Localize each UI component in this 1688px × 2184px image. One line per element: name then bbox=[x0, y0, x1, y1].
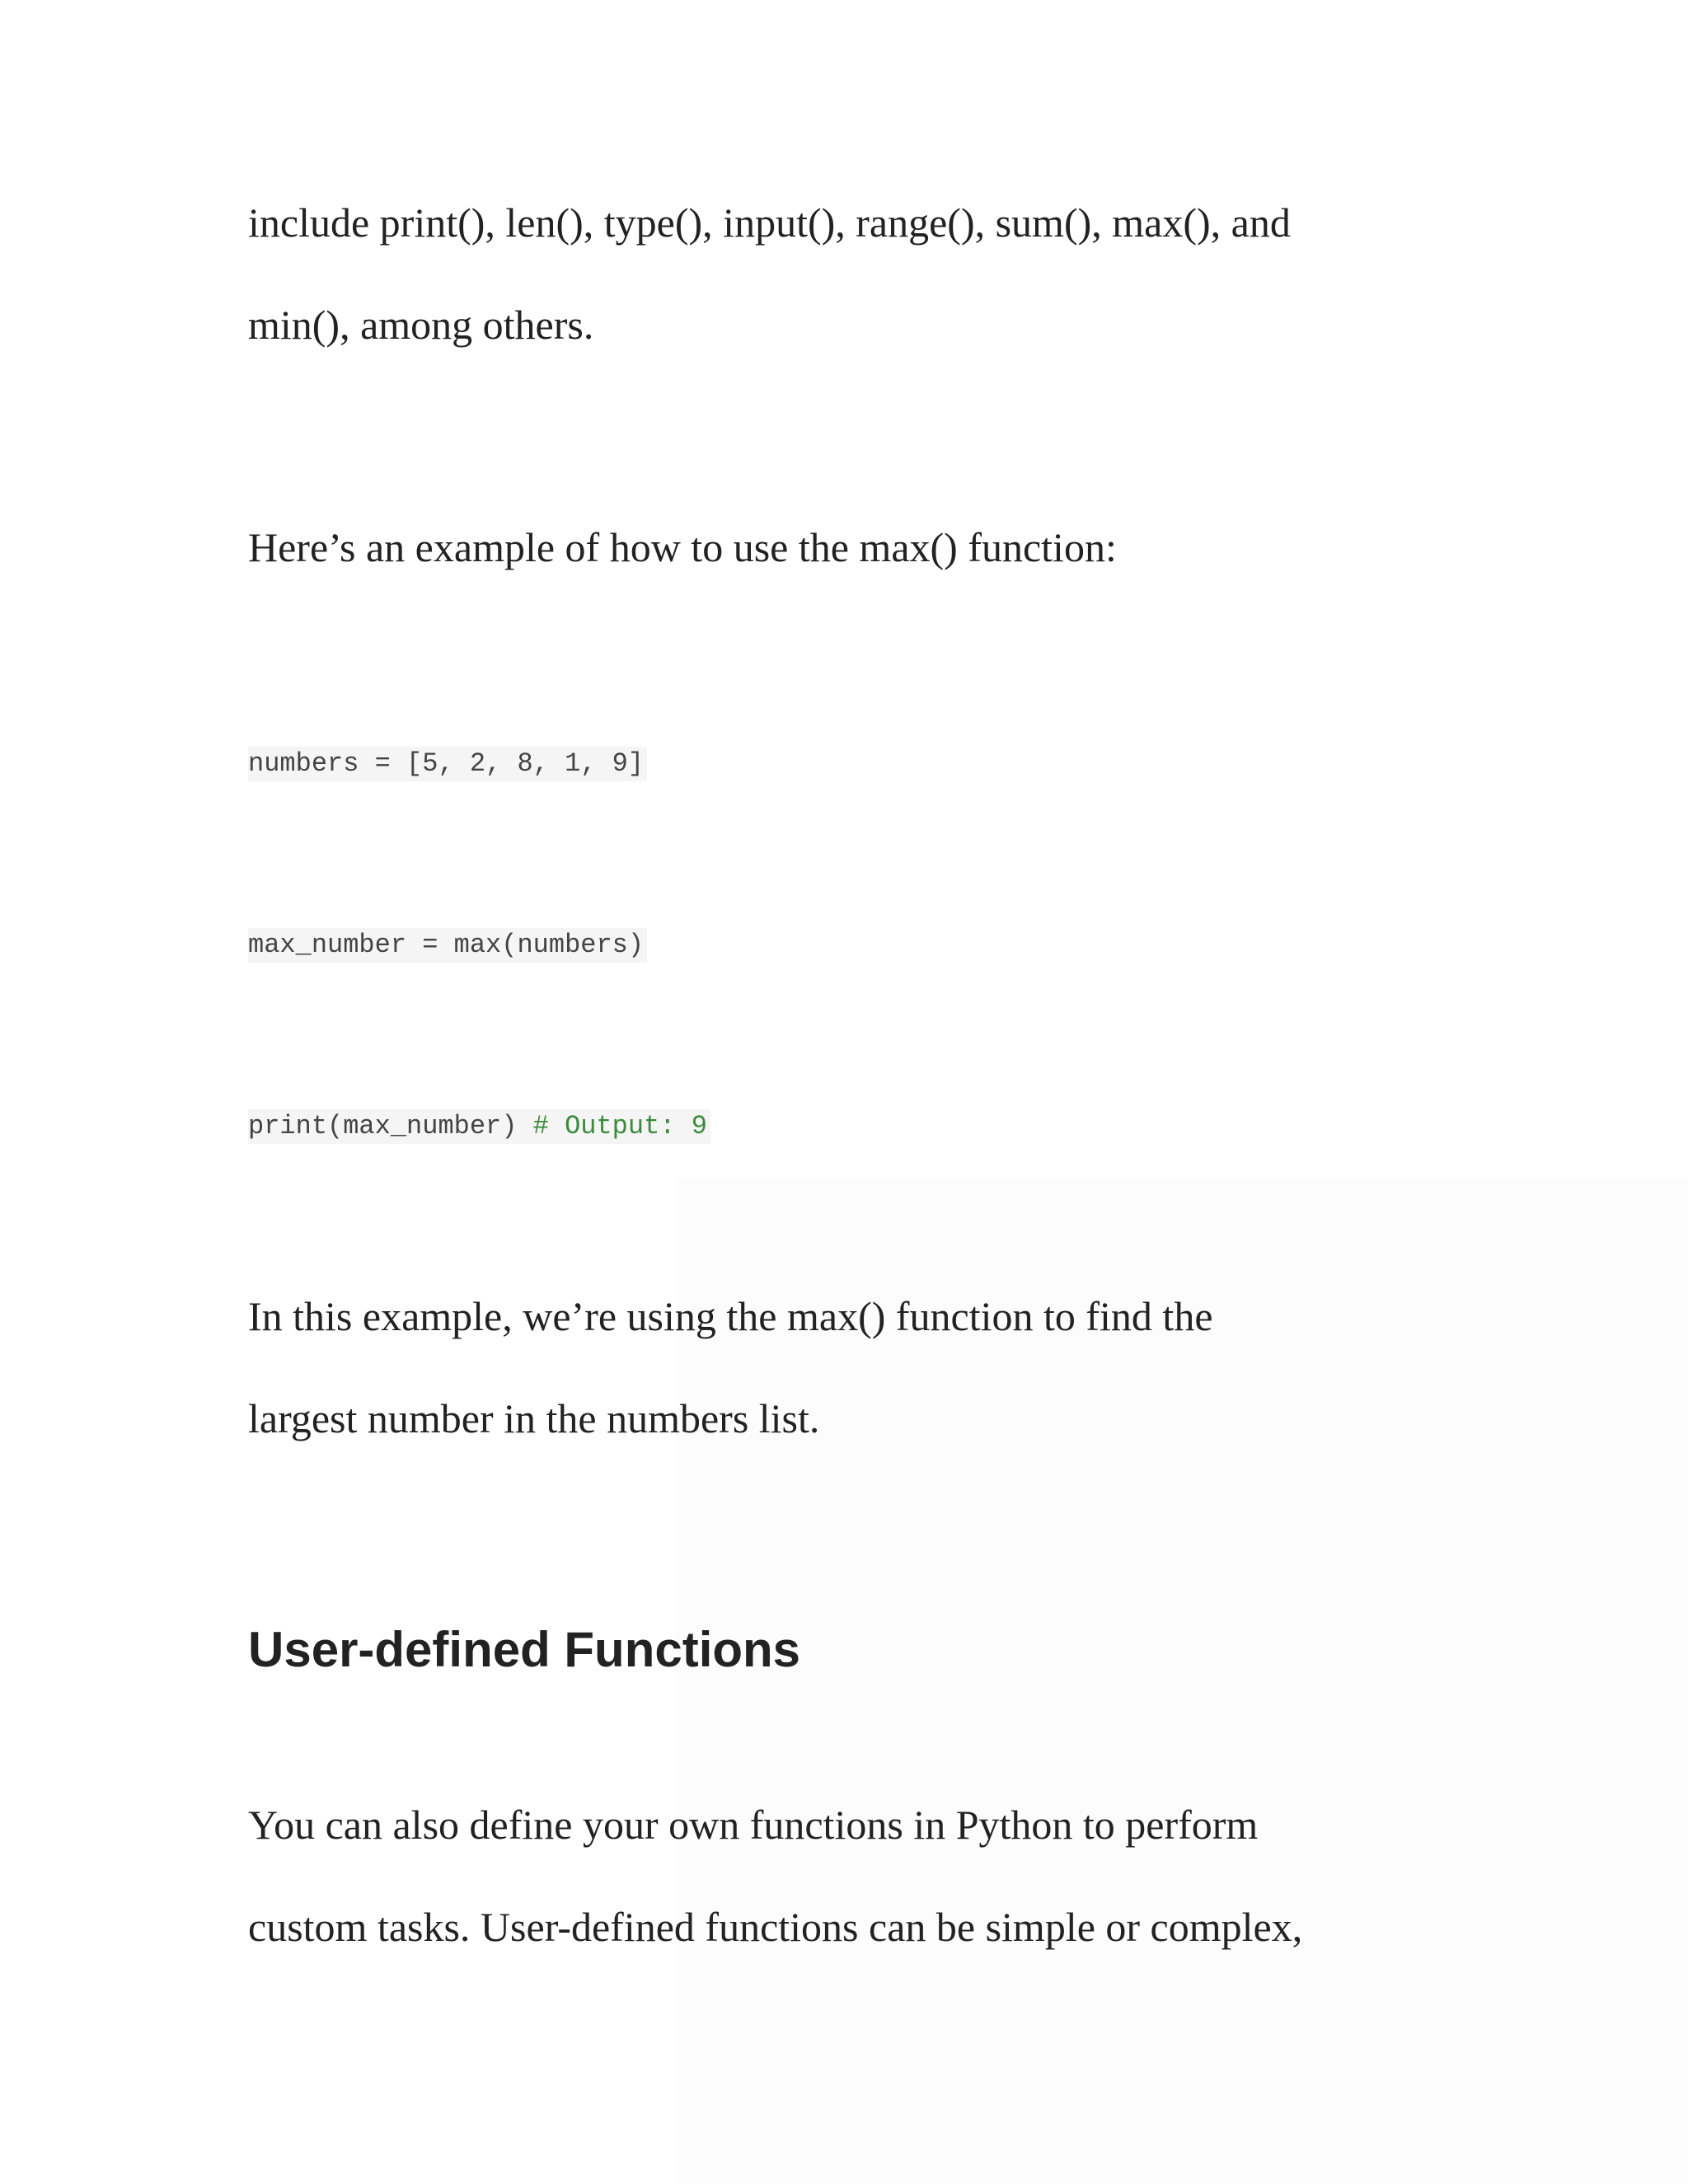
code-line-numbers: numbers = [5, 2, 8, 1, 9] bbox=[248, 747, 647, 781]
paragraph-example-lead bbox=[248, 496, 1117, 598]
paragraph-explanation bbox=[248, 1265, 1213, 1469]
code-line-print bbox=[248, 1109, 710, 1144]
paragraph-line: custom tasks. User-defined functions can be simple or complex, bbox=[248, 1904, 1303, 1950]
code-comment: # Output: 9 bbox=[532, 1111, 707, 1141]
paragraph-line: In this example, we’re using the max() function to find the bbox=[248, 1293, 1213, 1339]
code-statement: print(max_number) bbox=[248, 1111, 533, 1141]
paragraph-line: include print(), len(), type(), input(), range(), sum(), max(), and bbox=[248, 199, 1291, 246]
code-line-max-number: max_number = max(numbers) bbox=[248, 928, 647, 963]
paragraph-line: min(), among others. bbox=[248, 302, 594, 348]
section-heading: User-defined Functions bbox=[248, 1622, 801, 1677]
paragraph-line: Here’s an example of how to use the max() function: bbox=[248, 524, 1117, 570]
paragraph-line: largest number in the numbers list. bbox=[248, 1395, 820, 1441]
paragraph-line: You can also define your own functions in Python to perform bbox=[248, 1802, 1259, 1848]
paragraph-user-defined-functions bbox=[248, 1774, 1302, 1978]
paragraph-builtin-functions-list bbox=[248, 171, 1291, 376]
